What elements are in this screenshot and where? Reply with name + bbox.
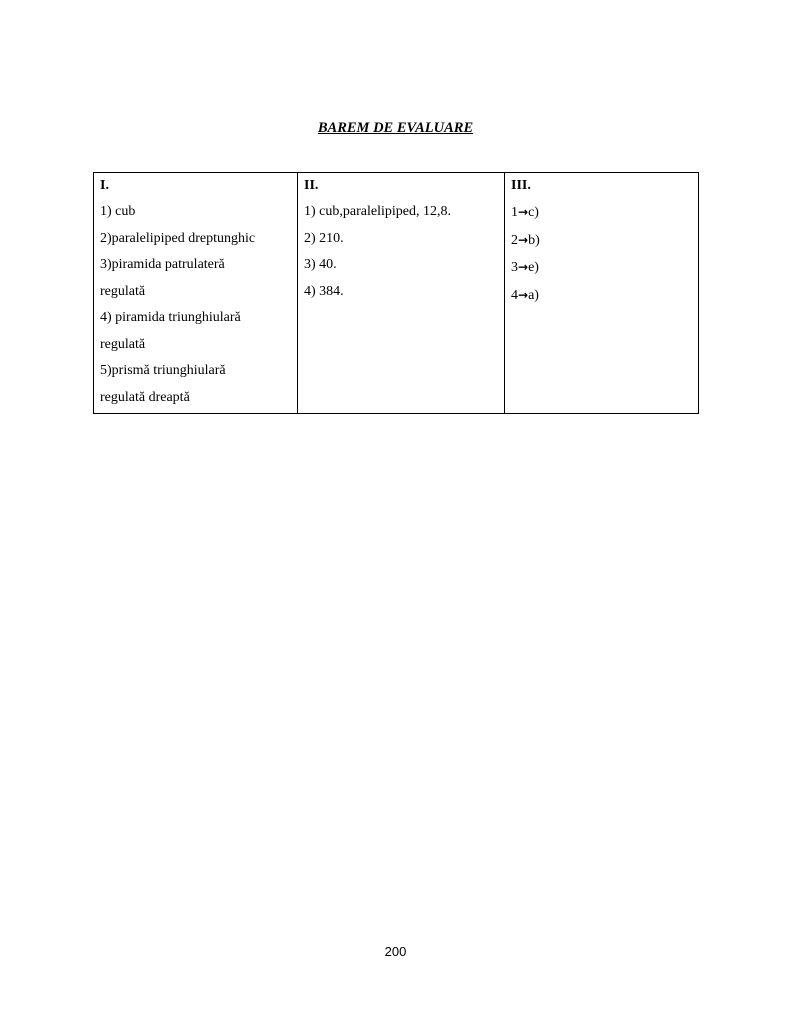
column-i-cell (94, 173, 298, 414)
arrow-right-icon: → (518, 287, 529, 302)
list-item: 1) cub,paralelipiped, 12,8. (304, 204, 451, 219)
match-answer: a) (528, 287, 539, 303)
match-item (511, 199, 692, 227)
list-item: 3)piramida patrulateră (100, 257, 225, 272)
match-number: 2 (511, 232, 518, 248)
list-item: 4) piramida triunghiulară (100, 310, 241, 325)
match-item (511, 282, 692, 310)
page-number: 200 (384, 944, 407, 959)
list-item: 4) 384. (304, 283, 344, 299)
column-ii-cell (298, 173, 505, 414)
document-title: BAREM DE EVALUARE (317, 120, 474, 136)
match-number: 1 (511, 205, 518, 220)
list-item: 1) cub (100, 204, 136, 219)
match-answer: c) (528, 205, 539, 220)
column-ii-header: II. (304, 178, 319, 193)
arrow-right-icon: → (518, 205, 529, 219)
match-answer: e) (528, 260, 539, 275)
list-item: regulată dreaptă (100, 389, 190, 405)
column-i-header: I. (100, 178, 109, 193)
list-item: 3) 40. (304, 257, 337, 272)
column-iii-header: III. (511, 178, 531, 193)
match-number: 4 (511, 287, 518, 303)
table-row (94, 173, 699, 414)
list-item: regulată (100, 336, 146, 352)
match-item (511, 227, 692, 255)
column-iii-cell (505, 173, 699, 414)
arrow-right-icon: → (518, 232, 529, 247)
list-item: 2)paralelipiped dreptunghic (100, 230, 256, 246)
evaluation-table (93, 172, 699, 414)
list-item: 2) 210. (304, 230, 344, 246)
match-item (511, 254, 692, 282)
list-item: 5)prismă triunghiulară (100, 363, 226, 378)
list-item: regulată (100, 283, 146, 299)
arrow-right-icon: → (518, 260, 529, 274)
match-answer: b) (528, 232, 540, 248)
match-number: 3 (511, 260, 518, 275)
